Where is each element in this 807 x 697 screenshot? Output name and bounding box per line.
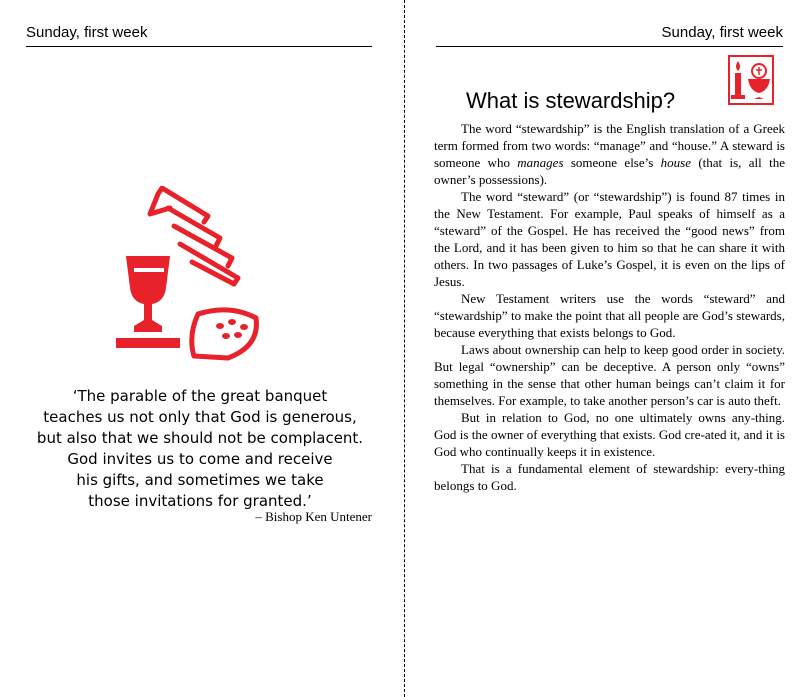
fold-line [404, 0, 405, 697]
page-title: What is stewardship? [466, 88, 676, 113]
left-page [0, 0, 402, 697]
quote-line: teaches us not only that God is generous, [43, 408, 357, 426]
article-body [434, 120, 785, 494]
paragraph-text: The word “stewardship” is the English translation of a Greek term formed from two words: “manage” and “house.” A steward is someone who [434, 121, 785, 170]
banquet-quote [20, 386, 380, 512]
paragraph-text: someone else’s [563, 155, 661, 170]
paragraph: That is a fundamental element of stewardship: every-thing belongs to God. [434, 461, 785, 493]
paragraph: Laws about ownership can help to keep good order in society. But legal “ownership” can be deceptive. A person only “owns” something in the sense that other human beings can’t claim it for themselves. For example, to take another person’s car is auto theft. [434, 342, 785, 408]
right-page [408, 0, 807, 697]
left-page-header: Sunday, first week [26, 22, 372, 47]
quote-attribution: – Bishop Ken Untener [255, 509, 372, 524]
quote-line: ‘The parable of the great banquet [72, 387, 328, 405]
paragraph-text: (that is, all the owner’s possessions). [434, 155, 786, 187]
quote-line: but also that we should not be complacent. [36, 429, 364, 447]
emphasis: manages [517, 155, 564, 170]
quote-line: God invites us to come and receive [67, 450, 333, 468]
quote-line: his gifts, and sometimes we take [76, 471, 324, 489]
paragraph [434, 120, 785, 188]
paragraph: But in relation to God, no one ultimately owns any-thing. God is the owner of everything that exists. God cre-ated it, and it is God who continually keeps it in existence. [434, 410, 785, 459]
emphasis: house [660, 155, 691, 170]
paragraph: The word “steward” (or “stewardship”) is found 87 times in the New Testament. For example, Paul speaks of himself as a “steward” of the Gospel. He has received the “good news” from the Lord, and it has been given to him so that he can share it with others. In two passages of Luke’s Gospel, it is even on the lips of Jesus. [434, 189, 785, 289]
right-page-header: Sunday, first week [436, 22, 783, 47]
candle-chalice-icon [728, 55, 774, 105]
quote-line: those invitations for granted.’ [88, 492, 312, 510]
paragraph: New Testament writers use the words “steward” and “stewardship” to make the point that all people are God’s stewards, because everything that exists belongs to God. [434, 291, 785, 340]
hand-chalice-bread-icon [110, 186, 260, 366]
